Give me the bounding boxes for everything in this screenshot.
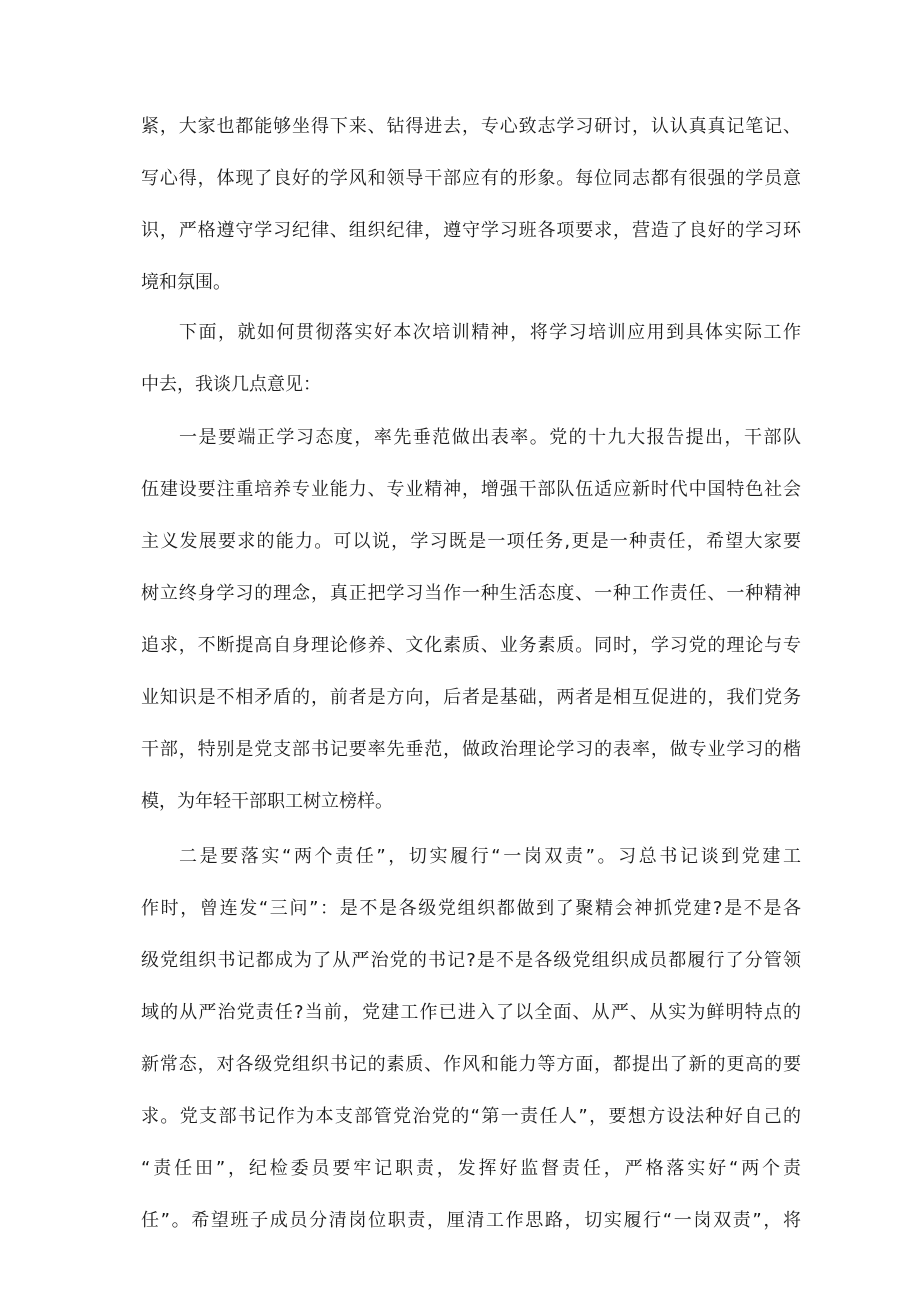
text-line: 求。党支部书记作为本支部管党治党的“第一责任人”，要想方设法种好自己的 (141, 1106, 801, 1127)
text-line: 树立终身学习的理念，真正把学习当作一种生活态度、一种工作责任、一种精神 (141, 583, 801, 604)
text-line: 紧，大家也都能够坐得下来、钻得进去，专心致志学习研讨，认认真真记笔记、 (141, 116, 801, 137)
text-line: 主义发展要求的能力。可以说，学习既是一项任务,更是一种责任，希望大家要 (141, 531, 801, 552)
text-line: 模，为年轻干部职工树立榜样。 (141, 791, 393, 812)
text-line: 追求，不断提高自身理论修养、文化素质、业务素质。同时，学习党的理论与专 (141, 635, 801, 656)
text-line: 域的从严治党责任?当前，党建工作已进入了以全面、从严、从实为鲜明特点的 (141, 1002, 801, 1023)
text-line: 作时，曾连发“三问”：是不是各级党组织都做到了聚精会神抓党建?是不是各 (141, 898, 801, 919)
text-line: 二是要落实“两个责任”，切实履行“一岗双责”。习总书记谈到党建工 (179, 846, 801, 867)
text-line: 一是要端正学习态度，率先垂范做出表率。党的十九大报告提出，干部队 (179, 427, 801, 448)
text-line: 级党组织书记都成为了从严治党的书记?是不是各级党组织成员都履行了分管领 (141, 950, 801, 971)
text-line: 中去，我谈几点意见： (141, 374, 321, 395)
text-line: 新常态，对各级党组织书记的素质、作风和能力等方面，都提出了新的更高的要 (141, 1054, 801, 1075)
text-line: 干部，特别是党支部书记要率先垂范，做政治理论学习的表率，做专业学习的楷 (141, 739, 801, 760)
text-line: “责任田”，纪检委员要牢记职责，发挥好监督责任，严格落实好“两个责 (141, 1158, 801, 1179)
text-line: 下面，就如何贯彻落实好本次培训精神，将学习培训应用到具体实际工作 (179, 322, 801, 343)
text-line: 识，严格遵守学习纪律、组织纪律，遵守学习班各项要求，营造了良好的学习环 (141, 220, 801, 241)
text-line: 写心得，体现了良好的学风和领导干部应有的形象。每位同志都有很强的学员意 (141, 168, 801, 189)
text-line: 任”。希望班子成员分清岗位职责，厘清工作思路，切实履行“一岗双责”，将 (141, 1210, 801, 1231)
text-line: 境和氛围。 (141, 272, 231, 293)
text-line: 伍建设要注重培养专业能力、专业精神，增强干部队伍适应新时代中国特色社会 (141, 479, 801, 500)
text-line: 业知识是不相矛盾的，前者是方向，后者是基础，两者是相互促进的，我们党务 (141, 687, 801, 708)
